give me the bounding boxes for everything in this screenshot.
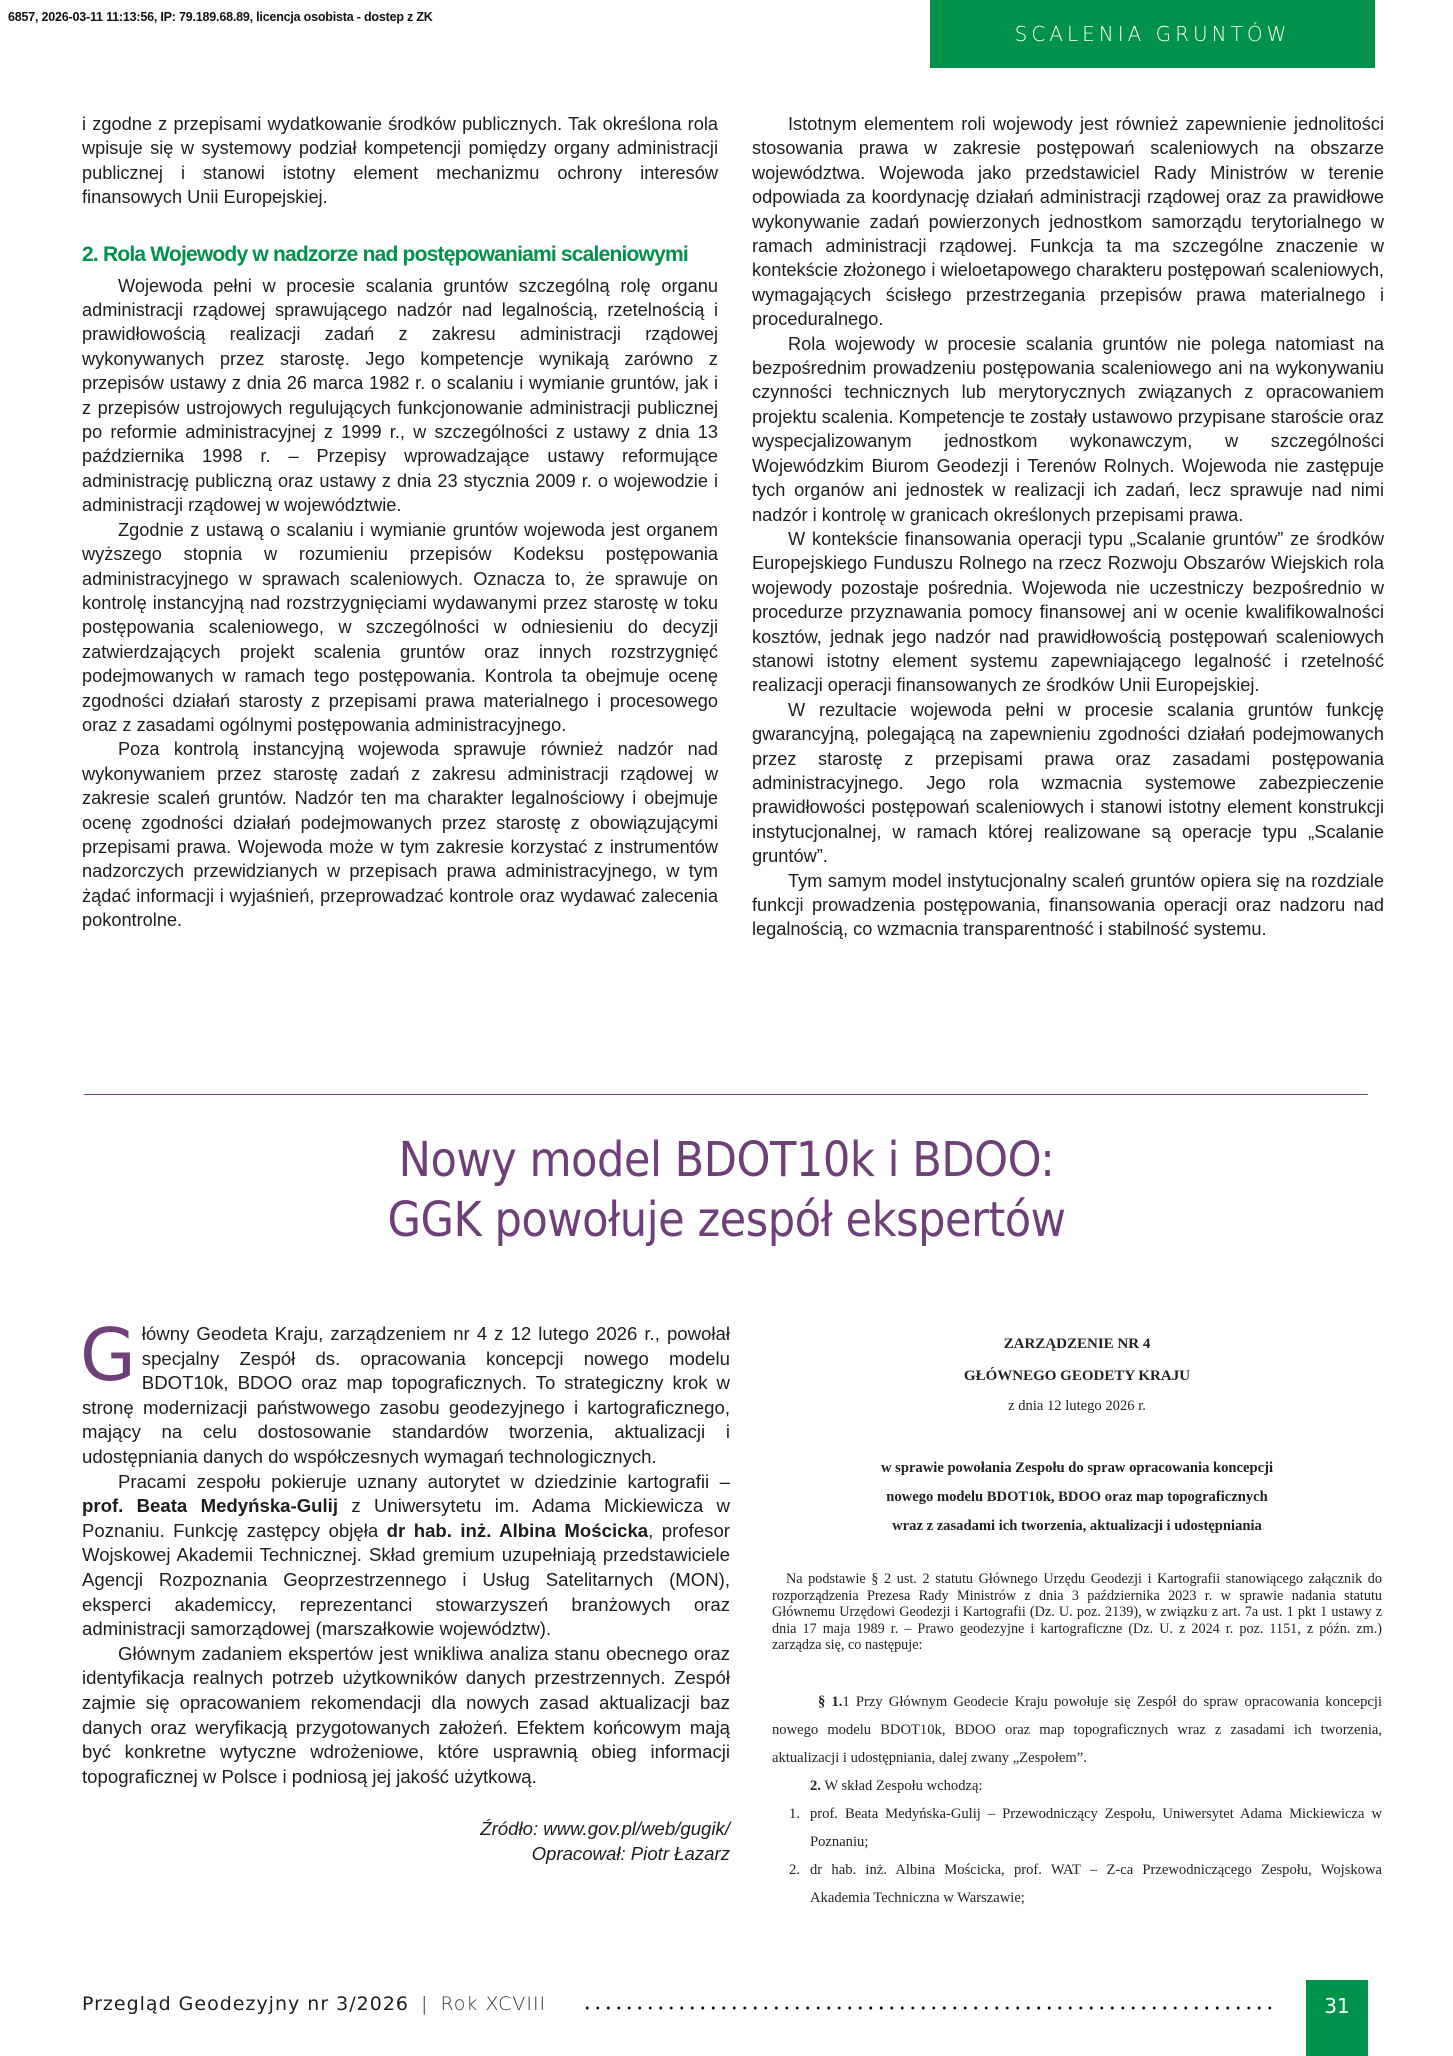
doc-paragraph-2 xyxy=(764,1772,1390,1800)
footer-separator: | xyxy=(421,1993,429,2015)
journal-name: Przegląd Geodezyjny nr 3/2026 xyxy=(82,1993,410,2015)
drop-cap: G xyxy=(80,1313,136,1397)
doc-subject-line: wraz z zasadami ich tworzenia, aktualizacji i udostępniania xyxy=(892,1518,1262,1534)
doc-member-item xyxy=(764,1856,1382,1912)
author-credit: Opracował: Piotr Łazarz xyxy=(531,1842,730,1864)
journal-year: Rok XCVIII xyxy=(440,1993,547,2015)
doc-par-text: 1 Przy Głównym Geodecie Kraju powołuje się Zespół do spraw opracowania koncepcji nowego modelu BDOT10k, BDOO oraz map topograficznych wraz z zasadami ich tworzenia, aktualizacji i udostępniania, dalej zwany „Zespołem”. xyxy=(772,1693,1383,1766)
section-label-band xyxy=(930,0,1375,68)
body-paragraph: Tym samym model instytucjonalny scaleń gruntów opiera się na rozdziale funkcji prowadzenia postępowania, finansowania operacji oraz nadzoru nad legalnością, co wzmacnia transparentność i stabilność systemu. xyxy=(752,870,1384,940)
news-article-title xyxy=(0,1130,1453,1250)
doc-heading-1: ZARZĄDZENIE NR 4 xyxy=(1003,1336,1151,1352)
doc-subject xyxy=(764,1454,1390,1541)
doc-subject-line: nowego modelu BDOT10k, BDOO oraz map topograficznych xyxy=(886,1489,1268,1505)
body-paragraph: Wojewoda pełni w procesie scalania gruntów szczególną rolę organu administracji rządowej sprawującego nadzór nad legalnością, rzetelnością i prawidłowością realizacji zadań z zakresu administracji rządowej wykonywanych przez starostę. Jego kompetencje wynikają zarówno z przepisów ustawy z dnia 26 marca 1982 r. o scalaniu i wymianie gruntów, jak i z przepisów ustrojowych regulujących funkcjonowanie administracji publicznej po reformie administracyjnej z 1999 r., w szczególności z ustawy z dnia 13 października 1998 r. – Przepisy wprowadzające ustawy reformujące administrację publiczną oraz ustawy z dnia 23 stycznia 2009 r. o wojewodzie i administracji rządowej w województwie. xyxy=(82,275,718,516)
regulation-document-scan xyxy=(764,1322,1390,1906)
source-credit: Źródło: www.gov.pl/web/gugik/ xyxy=(480,1818,730,1840)
lead-paragraph xyxy=(80,1313,730,1470)
doc-member-list xyxy=(764,1800,1390,1912)
person-name: dr hab. inż. Albina Mościcka xyxy=(386,1519,649,1541)
doc-member-text: prof. Beata Medyńska-Gulij – Przewodniczący Zespołu, Uniwersytet Adama Mickiewicza w Poznaniu; xyxy=(810,1805,1382,1850)
section-heading: 2. Rola Wojewody w nadzorze nad postępowaniami scaleniowymi xyxy=(82,242,688,266)
doc-member-text: dr hab. inż. Albina Mościcka, prof. WAT – Z-ca Przewodniczącego Zespołu, Wojskowa Akademia Techniczna w Warszawie; xyxy=(810,1861,1382,1906)
doc-date: z dnia 12 lutego 2026 r. xyxy=(1008,1398,1146,1414)
body-paragraph: Zgodnie z ustawą o scalaniu i wymianie gruntów wojewoda jest organem wyższego stopnia w rozumieniu przepisów Kodeksu postępowania administracyjnego w sprawach scaleniowych. Oznacza to, że sprawuje on kontrolę instancyjną nad rozstrzygnięciami wydawanymi przez starostę w toku postępowania scaleniowego, w szczególności w odniesieniu do decyzji zatwierdzających projekt scalenia gruntów oraz innych rozstrzygnięć podejmowanych w ramach tego postępowania. Kontrola ta obejmuje ocenę zgodności działań starosty z przepisami prawa materialnego i procesowego oraz z zasadami ogólnymi postępowania administracyjnego. xyxy=(82,519,718,735)
text-run: Pracami zespołu pokieruje uznany autorytet w dziedzinie kartografii – xyxy=(118,1470,730,1492)
text-run: , profesor Wojskowej Akademii Technicznej. Skład gremium uzupełniają przedstawiciele Agencji Rozpoznania Geoprzestrzennego i Usług Satelitarnych (MON), eksperci akademiccy, reprezentanci stowarzyszeń branżowych oraz administracji samorządowej (marszałkowie województw). xyxy=(82,1519,730,1640)
section-label: SCALENIA GRUNTÓW xyxy=(1014,22,1291,46)
title-line-1: Nowy model BDOT10k i BDOO: xyxy=(398,1132,1055,1188)
body-paragraph: W kontekście finansowania operacji typu „Scalanie gruntów” ze środków Europejskiego Funduszu Rolnego na rzecz Rozwoju Obszarów Wiejskich rola wojewody pozostaje pośrednia. Wojewoda nie uczestniczy bezpośrednio w procedurze przyznawania pomocy finansowej ani w ocenie kwalifikowalności kosztów, jednak jego nadzór nad prawidłowością postępowań scaleniowych stanowi istotny element systemu zapewniającego legalność i rzetelność realizacji operacji finansowanych ze środków Unii Europejskiej. xyxy=(752,528,1384,696)
top-article-left-column xyxy=(82,112,718,933)
body-paragraph: Głównym zadaniem ekspertów jest wnikliwa analiza stanu obecnego oraz identyfikacja realnych potrzeb użytkowników danych przestrzennych. Zespół zajmie się opracowaniem rekomendacji dla nowych zasad aktualizacji baz danych oraz weryfikacją przygotowanych założeń. Efektem końcowym mają być konkretne wytyczne wdrożeniowe, które usprawnią obieg informacji topograficznej w Polsce i podniosą jej jakość użytkową. xyxy=(82,1642,730,1787)
body-paragraph: W rezultacie wojewoda pełni w procesie scalania gruntów funkcję gwarancyjną, polegającą na zapewnieniu zgodności działań podejmowanych przez starostę z przepisami prawa oraz zasadami postępowania administracyjnego. Jego rola wzmacnia systemowe zabezpieczenie prawidłowości postępowań scaleniowych i stanowi istotny element konstrukcji instytucjonalnej, w ramach której realizowane są operacje typu „Scalanie gruntów”. xyxy=(752,699,1384,867)
access-watermark: 6857, 2026-03-11 11:13:56, IP: 79.189.68.89, licencja osobista - dostep z ZK xyxy=(8,10,433,24)
news-article-body xyxy=(80,1313,730,1866)
article-divider xyxy=(84,1094,1368,1095)
person-name: prof. Beata Medyńska-Gulij xyxy=(82,1495,339,1517)
body-paragraph: Istotnym elementem roli wojewody jest również zapewnienie jednolitości stosowania prawa w zakresie postępowań scaleniowych na obszarze województwa. Wojewoda jako przedstawiciel Rady Ministrów w terenie odpowiada za koordynację działań administracji rządowej oraz za prawidłowe wykonywanie zadań powierzonych jednostkom samorządu terytorialnego w ramach administracji rządowej. Funkcja ta ma szczególne znaczenie w kontekście złożonego i wieloetapowego charakteru postępowań scaleniowych, wymagających ścisłego przestrzegania przepisów prawa materialnego i proceduralnego. xyxy=(752,114,1384,330)
intro-paragraph: i zgodne z przepisami wydatkowanie środków publicznych. Tak określona rola wpisuje się w systemowy podział kompetencji pomiędzy organy administracji publicznej i stanowi istotny element mechanizmu ochrony interesów finansowych Unii Europejskiej. xyxy=(82,114,718,208)
doc-member-number: 1. xyxy=(789,1805,800,1822)
doc-member-item xyxy=(764,1800,1382,1856)
body-paragraph: Rola wojewody w procesie scalania gruntów nie polega natomiast na bezpośrednim prowadzeniu postępowania scaleniowego ani na wykonywaniu czynności technicznych lub merytorycznych związanych z opracowaniem projektu scalenia. Kompetencje te zostały ustawowo przypisane staroście oraz wyspecjalizowanym jednostkom wykonawczym, w szczególności Wojewódzkim Biurom Geodezji i Terenów Rolnych. Wojewoda nie zastępuje tych organów ani jednostek w realizacji ich zadań, lecz sprawuje nad nimi nadzór i kontrolę w granicach określonych przepisami prawa. xyxy=(752,333,1384,525)
top-article-right-column xyxy=(752,112,1384,942)
footer-journal-info xyxy=(82,1993,546,2015)
doc-member-number: 2. xyxy=(789,1861,800,1878)
lead-text: łówny Geodeta Kraju, zarządzeniem nr 4 z 12 lutego 2026 r., powołał specjalny Zespół ds. opracowania koncepcji nowego modelu BDOT10k, BDOO oraz map topograficznych. To strategiczny krok w stronę modernizacji państwowego zasobu geodezyjnego i kartograficznego, mający na celu dostosowanie standardów tworzenia, aktualizacji i udostępniania danych do współczesnych wymagań technologicznych. xyxy=(82,1323,730,1467)
page-number: 31 xyxy=(1306,1980,1368,2056)
text-run: z Uniwersytetu im. Adama Mickiewicza w Poznaniu. Funkcję zastępcy objęła xyxy=(82,1495,730,1541)
body-paragraph: Poza kontrolą instancyjną wojewoda sprawuje również nadzór nad wykonywaniem przez starostę zadań z zakresu administracji rządowej w zakresie scaleń gruntów. Nadzór ten ma charakter legalnościowy i obejmuje ocenę zgodności działań podejmowanych przez starostę z obowiązującymi przepisami prawa. Wojewoda może w tym zakresie korzystać z instrumentów nadzorczych przewidzianych w przepisach prawa administracyjnego, w tym żądać informacji i wyjaśnień, przeprowadzać kontrole oraz wydawać zalecenia pokontrolne. xyxy=(82,739,718,931)
doc-par-label: 2. xyxy=(810,1777,821,1794)
footer-dot-leader xyxy=(582,2006,1278,2010)
doc-par-text: W skład Zespołu wchodzą: xyxy=(820,1777,983,1794)
doc-par-label: § 1. xyxy=(818,1693,843,1710)
doc-legal-basis: Na podstawie § 2 ust. 2 statutu Głównego Urzędu Geodezji i Kartografii stanowiącego załącznik do rozporządzenia Prezesa Rady Ministrów z dnia 3 października 2023 r. w sprawie nadania statutu Głównemu Urzędowi Geodezji i Kartografii (Dz. U. poz. 2139), w związku z art. 7a ust. 1 pkt 1 ustawy z dnia 17 maja 1989 r. – Prawo geodezyjne i kartograficzne (Dz. U. z 2024 r. poz. 1151, z późn. zm.) zarządza się, co następuje: xyxy=(772,1571,1382,1653)
doc-subject-line: w sprawie powołania Zespołu do spraw opracowania koncepcji xyxy=(880,1460,1274,1476)
doc-paragraph-1 xyxy=(764,1688,1390,1772)
doc-heading-2: GŁÓWNEGO GEODETY KRAJU xyxy=(963,1368,1191,1384)
title-line-2: GGK powołuje zespół ekspertów xyxy=(387,1192,1066,1248)
body-paragraph xyxy=(82,1470,730,1642)
